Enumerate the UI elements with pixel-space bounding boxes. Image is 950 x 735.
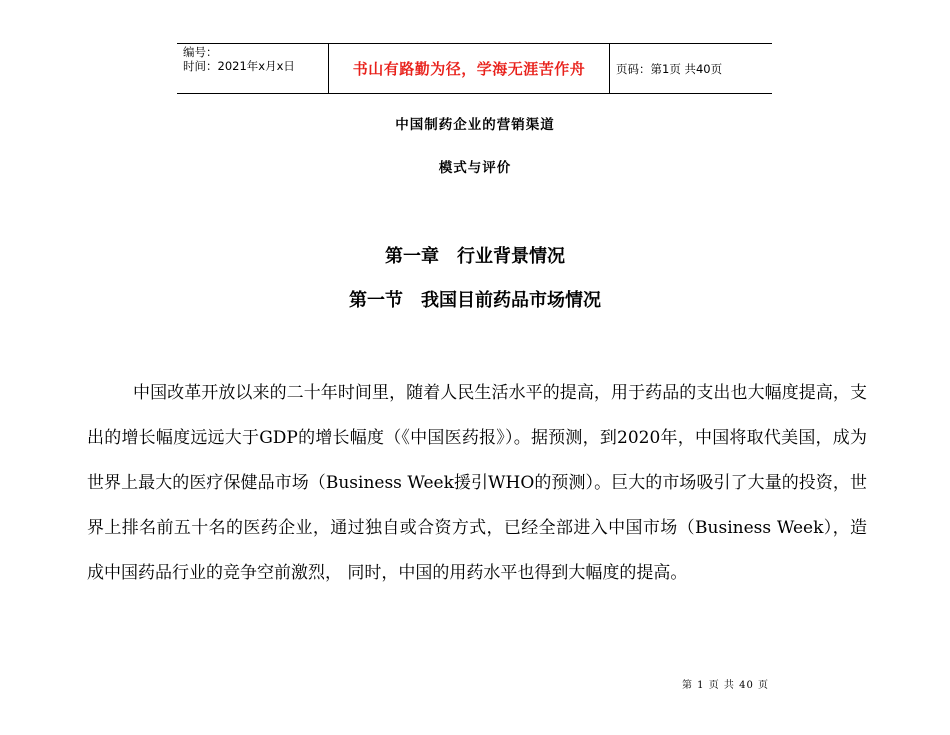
body-paragraph: 中国改革开放以来的二十年时间里，随着人民生活水平的提高，用于药品的支出也大幅度提高，支出的增长幅度远远大于GDP的增长幅度（《中国医药报》）。据预测，到2020年，中国将取代美国，成为世界上最大的医疗保健品市场（Business Week援引WHO的预测）。巨大的市场吸引了大量的投资，世界上排名前五十名的医药企业，通过独自或合资方式，已经全部进入中国市场（Business Week），造成中国药品行业的竞争空前激烈， 同时，中国的用药水平也得到大幅度的提高。: [87, 383, 867, 583]
document-title-line-1: 中国制药企业的营销渠道: [395, 117, 555, 133]
section-name: 我国目前药品市场情况: [421, 290, 601, 311]
header-page-info: 页码：第1页 共40页: [616, 61, 723, 76]
document-title-line-2: 模式与评价: [438, 160, 512, 176]
chapter-name: 行业背景情况: [457, 246, 565, 267]
header-meta-cell: [177, 44, 329, 93]
document-number-label: 编号：: [183, 45, 218, 59]
section-number: 第一节: [349, 290, 403, 311]
page-header: [177, 43, 772, 94]
page-footer: 第 1 页 共 40 页: [682, 680, 769, 691]
header-motto: 书山有路勤为径，学海无涯苦作舟: [329, 44, 610, 93]
chapter-number: 第一章: [385, 246, 439, 267]
chapter-heading: [0, 242, 950, 268]
section-heading: [0, 286, 950, 312]
document-time-label: 时间：2021年x月x日: [183, 59, 295, 73]
